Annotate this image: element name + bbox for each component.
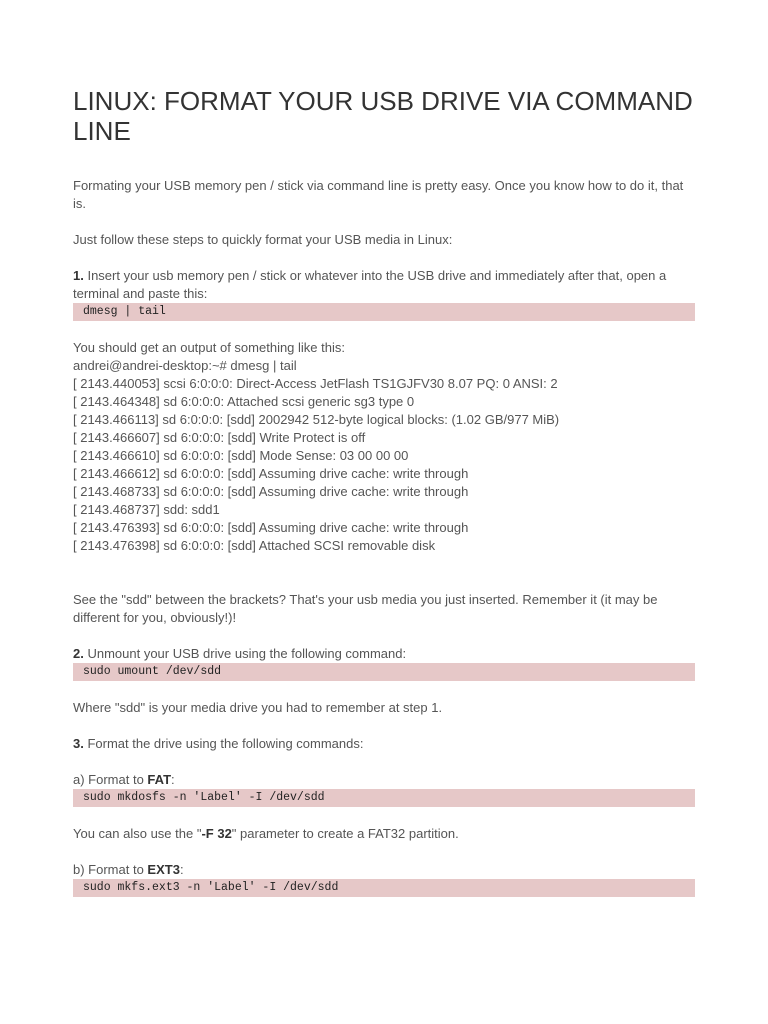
log-line: [ 2143.466612] sd 6:0:0:0: [sdd] Assuming drive cache: write through xyxy=(73,466,469,481)
log-line: [ 2143.464348] sd 6:0:0:0: Attached scsi generic sg3 type 0 xyxy=(73,394,415,409)
fat32-prefix: You can also use the " xyxy=(73,826,202,841)
log-line: [ 2143.476393] sd 6:0:0:0: [sdd] Assuming drive cache: write through xyxy=(73,520,469,535)
fat-heading xyxy=(73,771,695,789)
log-line: [ 2143.476398] sd 6:0:0:0: [sdd] Attached SCSI removable disk xyxy=(73,538,436,553)
intro-paragraph: Formating your USB memory pen / stick via command line is pretty easy. Once you know how to do it, that is. xyxy=(73,178,684,211)
fat32-suffix: " parameter to create a FAT32 partition. xyxy=(231,826,459,841)
where-sdd-paragraph: Where "sdd" is your media drive you had to remember at step 1. xyxy=(73,700,443,715)
step-1-code-block: dmesg | tail xyxy=(73,303,695,321)
log-line: [ 2143.466610] sd 6:0:0:0: [sdd] Mode Sense: 03 00 00 00 xyxy=(73,448,409,463)
step-1-text: Insert your usb memory pen / stick or whatever into the USB drive and immediately after that, open a terminal and paste this: xyxy=(73,268,667,301)
follow-paragraph: Just follow these steps to quickly format your USB media in Linux: xyxy=(73,232,453,247)
step-2-number: 2. xyxy=(73,646,84,661)
step-1-paragraph xyxy=(73,267,695,303)
ext3-prefix: b) Format to xyxy=(73,862,148,877)
log-line: [ 2143.440053] scsi 6:0:0:0: Direct-Access JetFlash TS1GJFV30 8.07 PQ: 0 ANSI: 2 xyxy=(73,376,558,391)
log-line: [ 2143.468737] sdd: sdd1 xyxy=(73,502,220,517)
step-2-code-block: sudo umount /dev/sdd xyxy=(73,663,695,681)
fat32-bold: -F 32 xyxy=(201,826,232,841)
log-line: [ 2143.466113] sd 6:0:0:0: [sdd] 2002942 512-byte logical blocks: (1.02 GB/977 MiB) xyxy=(73,412,560,427)
log-output xyxy=(73,357,695,555)
log-line: [ 2143.466607] sd 6:0:0:0: [sdd] Write Protect is off xyxy=(73,430,366,445)
output-intro: You should get an output of something like this: xyxy=(73,340,345,355)
ext3-bold: EXT3 xyxy=(147,862,180,877)
fat-suffix: : xyxy=(171,772,175,787)
ext3-suffix: : xyxy=(179,862,184,877)
log-line: andrei@andrei-desktop:~# dmesg | tail xyxy=(73,358,297,373)
step-3-text: Format the drive using the following commands: xyxy=(83,736,364,751)
fat32-paragraph xyxy=(73,825,695,843)
ext3-heading xyxy=(73,861,695,879)
step-3-paragraph xyxy=(73,735,695,753)
fat-prefix: a) Format to xyxy=(73,772,148,787)
page-title: LINUX: FORMAT YOUR USB DRIVE VIA COMMAND LINE xyxy=(73,86,693,146)
see-sdd-paragraph: See the "sdd" between the brackets? That's your usb media you just inserted. Remember it (it may be different for you, obviously!)! xyxy=(73,592,658,625)
log-line: [ 2143.468733] sd 6:0:0:0: [sdd] Assuming drive cache: write through xyxy=(73,484,469,499)
step-3-number: 3. xyxy=(73,736,84,751)
step-2-text: Unmount your USB drive using the following command: xyxy=(83,646,407,661)
article xyxy=(73,86,695,897)
step-1-number: 1. xyxy=(73,268,84,283)
step-2-paragraph xyxy=(73,645,695,663)
fat-code-block: sudo mkdosfs -n 'Label' -I /dev/sdd xyxy=(73,789,695,807)
fat-bold: FAT xyxy=(147,772,172,787)
ext3-code-block: sudo mkfs.ext3 -n 'Label' -I /dev/sdd xyxy=(73,879,695,897)
